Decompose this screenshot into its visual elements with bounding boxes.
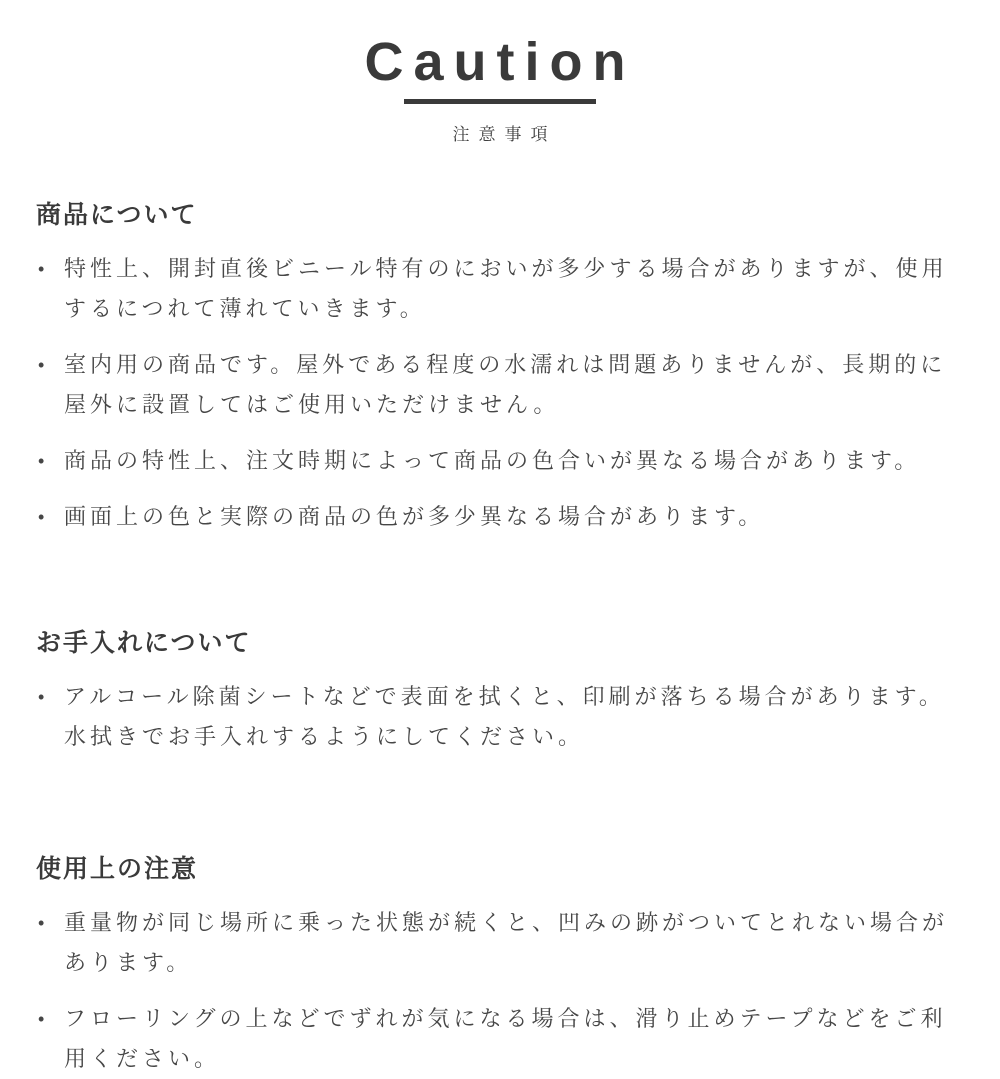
list-item xyxy=(36,999,964,1079)
list-item-text: フローリングの上などでずれが気になる場合は、滑り止めテープなどをご利用ください。 xyxy=(64,1005,947,1071)
bullet-icon: • xyxy=(38,354,49,375)
list-item xyxy=(36,345,964,425)
list-item xyxy=(36,677,964,757)
section-heading-usage: 使用上の注意 xyxy=(36,854,199,883)
title-underline xyxy=(404,99,596,104)
list-item-text: アルコール除菌シートなどで表面を拭くと、印刷が落ちる場合があります。水拭きでお手入れするようにしてください。 xyxy=(64,683,945,749)
bullet-icon: • xyxy=(38,450,49,471)
page-subtitle: 注意事項 xyxy=(452,124,557,144)
list-item-text: 室内用の商品です。屋外である程度の水濡れは問題ありませんが、長期的に屋外に設置してはご使用いただけません。 xyxy=(64,351,947,417)
list-item-text: 商品の特性上、注文時期によって商品の色合いが異なる場合があります。 xyxy=(64,447,921,473)
list-item xyxy=(36,441,964,481)
section-product xyxy=(36,195,964,537)
section-care xyxy=(36,623,964,757)
list-item xyxy=(36,497,964,537)
list-item-text: 重量物が同じ場所に乗った状態が続くと、凹みの跡がついてとれない場合があります。 xyxy=(64,909,949,975)
bullet-icon: • xyxy=(38,258,49,279)
product-notes-list xyxy=(36,249,964,537)
bullet-icon: • xyxy=(38,1008,49,1029)
list-item-text: 特性上、開封直後ビニール特有のにおいが多少する場合がありますが、使用するにつれて薄れていきます。 xyxy=(64,255,948,321)
list-item xyxy=(36,249,964,329)
page-title: Caution xyxy=(364,32,636,92)
section-usage xyxy=(36,849,964,1079)
usage-notes-list xyxy=(36,903,964,1079)
section-heading-care: お手入れについて xyxy=(36,628,252,657)
page-header xyxy=(36,34,964,145)
section-heading-product: 商品について xyxy=(36,200,198,229)
bullet-icon: • xyxy=(38,506,49,527)
bullet-icon: • xyxy=(38,686,49,707)
care-notes-list xyxy=(36,677,964,757)
list-item xyxy=(36,903,964,983)
bullet-icon: • xyxy=(38,912,49,933)
list-item-text: 画面上の色と実際の商品の色が多少異なる場合があります。 xyxy=(64,503,765,529)
